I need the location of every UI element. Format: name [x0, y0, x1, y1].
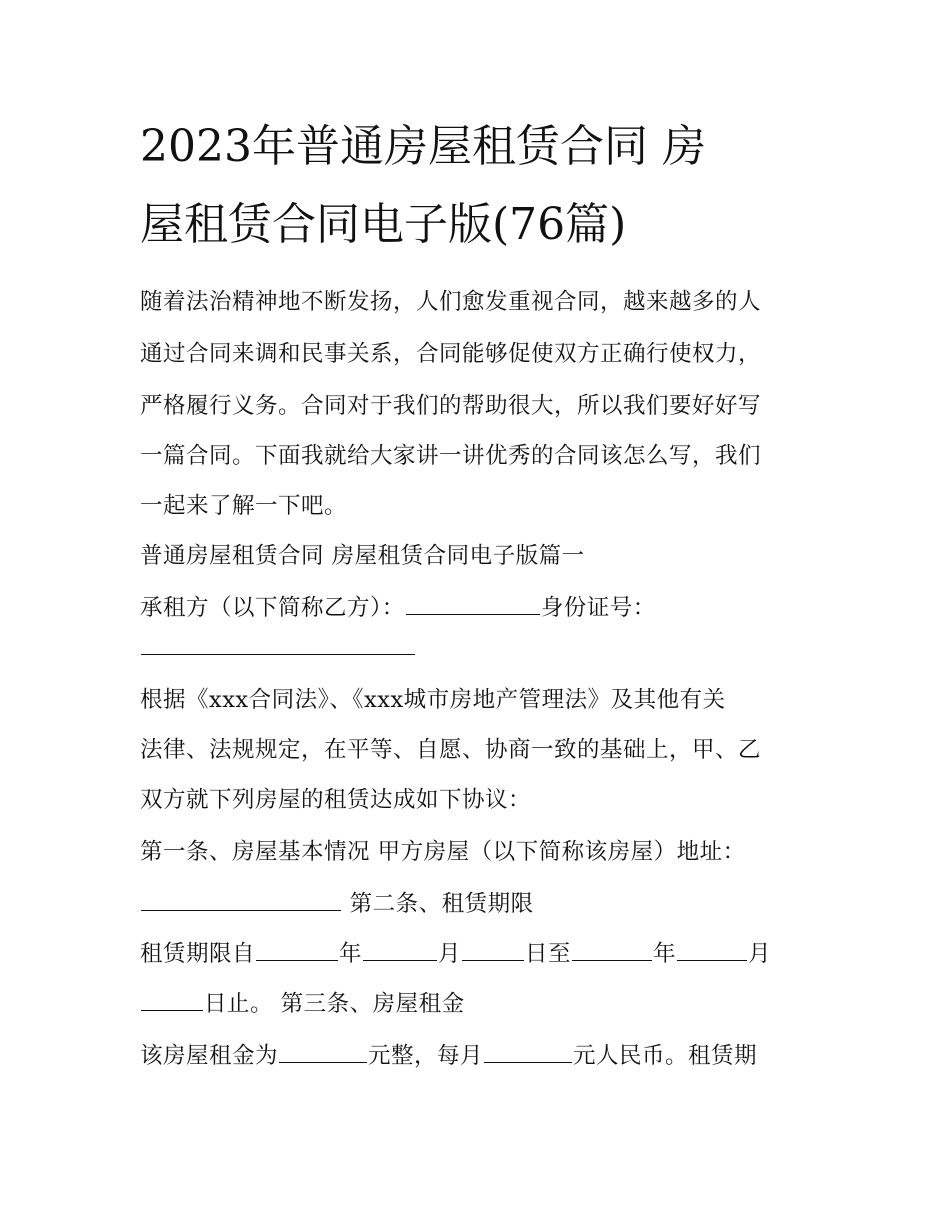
- document-title-line-1: [140, 108, 820, 186]
- day-to-label: 日至: [525, 941, 572, 967]
- title-text-1: 2023年普通房屋租赁合同 房: [140, 121, 706, 172]
- month-label: 月: [438, 941, 462, 967]
- start-month-blank: [363, 938, 437, 961]
- tenant-name-blank: [406, 592, 540, 615]
- term-end-line: [140, 984, 465, 1024]
- year2-label: 年: [653, 941, 677, 967]
- tenant-label: 承租方（以下简称乙方）：: [140, 595, 405, 621]
- intro-line-3: 严格履行义务。合同对于我们的帮助很大，所以我们要好好写: [140, 393, 762, 419]
- rent-monthly-blank: [484, 1040, 572, 1063]
- rent-total-blank: [279, 1040, 367, 1063]
- rent-line: [140, 1036, 757, 1076]
- start-day-blank: [462, 938, 524, 961]
- start-year-blank: [256, 938, 338, 961]
- basis-line-3: 双方就下列房屋的租赁达成如下协议：: [140, 787, 532, 813]
- title-text-2: 屋租赁合同电子版(76篇): [140, 199, 627, 250]
- tenant-line: [140, 588, 656, 628]
- address-line: [140, 884, 534, 924]
- basis-line-2: 法律、法规规定，在平等、自愿、协商一致的基础上，甲、乙: [140, 737, 762, 763]
- address-blank: [141, 888, 341, 911]
- article-2-heading: 第二条、租赁期限: [349, 891, 534, 917]
- end-day-blank: [141, 988, 203, 1011]
- end-year-blank: [572, 938, 652, 961]
- tenant-id-label: 身份证号：: [540, 595, 656, 621]
- tenant-id-blank: [141, 632, 415, 655]
- intro-line-1: 随着法治精神地不断发扬，人们愈发重视合同，越来越多的人: [140, 289, 762, 315]
- term-end-label: 日止。: [204, 991, 274, 1017]
- article-1-line: 第一条、房屋基本情况 甲方房屋（以下简称该房屋）地址：: [140, 839, 746, 865]
- month2-label: 月: [748, 941, 772, 967]
- tenant-id-line: [140, 628, 416, 668]
- intro-line-4: 一篇合同。下面我就给大家讲一讲优秀的合同该怎么写，我们: [140, 443, 762, 469]
- section-heading: 普通房屋租赁合同 房屋租赁合同电子版篇一: [140, 543, 585, 569]
- end-month-blank: [677, 938, 747, 961]
- intro-line-2: 通过合同来调和民事关系，合同能够促使双方正确行使权力，: [140, 341, 762, 367]
- document-title-line-2: [140, 186, 820, 264]
- basis-line-1: 根据《xxx合同法》、《xxx城市房地产管理法》及其他有关: [140, 687, 726, 713]
- term-line: [140, 934, 771, 974]
- article-3-heading: 第三条、房屋租金: [280, 991, 465, 1017]
- rent-suffix: 元人民币。租赁期: [573, 1043, 758, 1069]
- rent-mid: 元整，每月: [368, 1043, 484, 1069]
- year-label: 年: [339, 941, 363, 967]
- term-start-label: 租赁期限自: [140, 941, 256, 967]
- rent-prefix: 该房屋租金为: [140, 1043, 279, 1069]
- intro-line-5: 一起来了解一下吧。: [140, 493, 348, 519]
